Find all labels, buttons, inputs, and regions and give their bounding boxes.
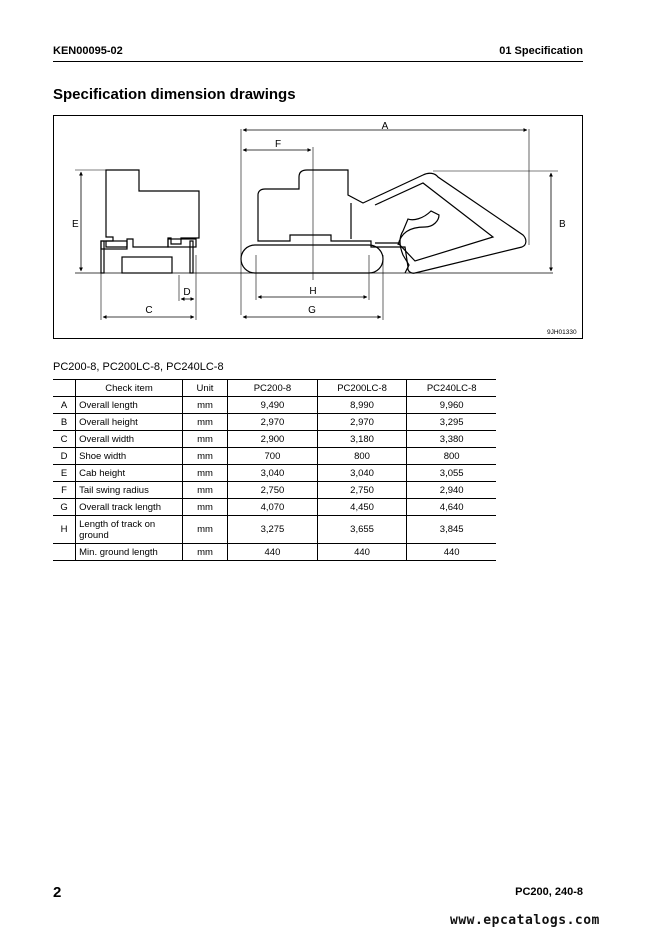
label-e: E [72, 219, 79, 230]
row-key: H [53, 516, 76, 544]
page-title: Specification dimension drawings [53, 86, 296, 103]
table-row [53, 414, 496, 431]
row-key: F [53, 482, 76, 499]
row-value-pc240lc-8: 3,055 [407, 465, 496, 482]
figure-id: 9JH01330 [547, 329, 577, 336]
watermark-link[interactable]: www.epcatalogs.com [450, 913, 600, 928]
row-key [53, 544, 76, 561]
row-key: B [53, 414, 76, 431]
table-row [53, 397, 496, 414]
row-value-pc200-8: 700 [228, 448, 318, 465]
row-key: D [53, 448, 76, 465]
row-value-pc200lc-8: 2,750 [317, 482, 407, 499]
row-unit: mm [182, 431, 227, 448]
row-value-pc240lc-8: 800 [407, 448, 496, 465]
header-pc200-8: PC200-8 [228, 380, 318, 397]
row-value-pc200lc-8: 3,180 [317, 431, 407, 448]
row-value-pc200lc-8: 8,990 [317, 397, 407, 414]
row-unit: mm [182, 499, 227, 516]
row-unit: mm [182, 397, 227, 414]
row-value-pc200lc-8: 440 [317, 544, 407, 561]
header-key [53, 380, 76, 397]
section-name: 01 Specification [499, 45, 583, 57]
row-value-pc200-8: 440 [228, 544, 318, 561]
row-value-pc200-8: 2,750 [228, 482, 318, 499]
row-value-pc240lc-8: 9,960 [407, 397, 496, 414]
row-value-pc240lc-8: 3,295 [407, 414, 496, 431]
table-row [53, 465, 496, 482]
model-name: PC200, 240-8 [515, 886, 583, 898]
row-value-pc200lc-8: 2,970 [317, 414, 407, 431]
row-value-pc200lc-8: 800 [317, 448, 407, 465]
label-b: B [559, 219, 566, 230]
row-item: Overall height [76, 414, 183, 431]
row-key: A [53, 397, 76, 414]
row-value-pc200-8: 9,490 [228, 397, 318, 414]
specification-table [53, 379, 496, 561]
header-unit: Unit [182, 380, 227, 397]
table-row [53, 516, 496, 544]
row-item: Overall track length [76, 499, 183, 516]
row-unit: mm [182, 448, 227, 465]
row-value-pc200lc-8: 4,450 [317, 499, 407, 516]
row-value-pc240lc-8: 2,940 [407, 482, 496, 499]
table-row [53, 431, 496, 448]
row-item: Overall width [76, 431, 183, 448]
row-value-pc200-8: 2,900 [228, 431, 318, 448]
label-c: C [145, 305, 153, 316]
dimension-drawing [53, 115, 583, 339]
row-value-pc200-8: 3,040 [228, 465, 318, 482]
row-unit: mm [182, 465, 227, 482]
row-value-pc240lc-8: 440 [407, 544, 496, 561]
table-row [53, 448, 496, 465]
row-value-pc200lc-8: 3,040 [317, 465, 407, 482]
label-h: H [309, 286, 317, 297]
row-unit: mm [182, 516, 227, 544]
row-item: Length of track on ground [76, 516, 183, 544]
row-key: C [53, 431, 76, 448]
header-check-item: Check item [76, 380, 183, 397]
row-item: Cab height [76, 465, 183, 482]
header-pc200lc-8: PC200LC-8 [317, 380, 407, 397]
page-number: 2 [53, 884, 62, 901]
row-value-pc240lc-8: 3,380 [407, 431, 496, 448]
table-caption: PC200-8, PC200LC-8, PC240LC-8 [53, 361, 224, 373]
row-item: Shoe width [76, 448, 183, 465]
row-key: G [53, 499, 76, 516]
row-value-pc200-8: 2,970 [228, 414, 318, 431]
label-g: G [308, 305, 316, 316]
row-unit: mm [182, 544, 227, 561]
row-unit: mm [182, 482, 227, 499]
row-value-pc240lc-8: 4,640 [407, 499, 496, 516]
row-unit: mm [182, 414, 227, 431]
document-code: KEN00095-02 [53, 45, 123, 57]
row-item: Overall length [76, 397, 183, 414]
row-value-pc200-8: 4,070 [228, 499, 318, 516]
table-header-row [53, 380, 496, 397]
table-row [53, 499, 496, 516]
label-a: A [381, 121, 389, 132]
label-f: F [274, 139, 282, 150]
row-item: Min. ground length [76, 544, 183, 561]
label-d: D [183, 287, 191, 298]
table-row [53, 482, 496, 499]
row-value-pc200lc-8: 3,655 [317, 516, 407, 544]
row-value-pc200-8: 3,275 [228, 516, 318, 544]
header-rule [53, 61, 583, 62]
row-key: E [53, 465, 76, 482]
header-pc240lc-8: PC240LC-8 [407, 380, 496, 397]
table-row [53, 544, 496, 561]
row-value-pc240lc-8: 3,845 [407, 516, 496, 544]
row-item: Tail swing radius [76, 482, 183, 499]
